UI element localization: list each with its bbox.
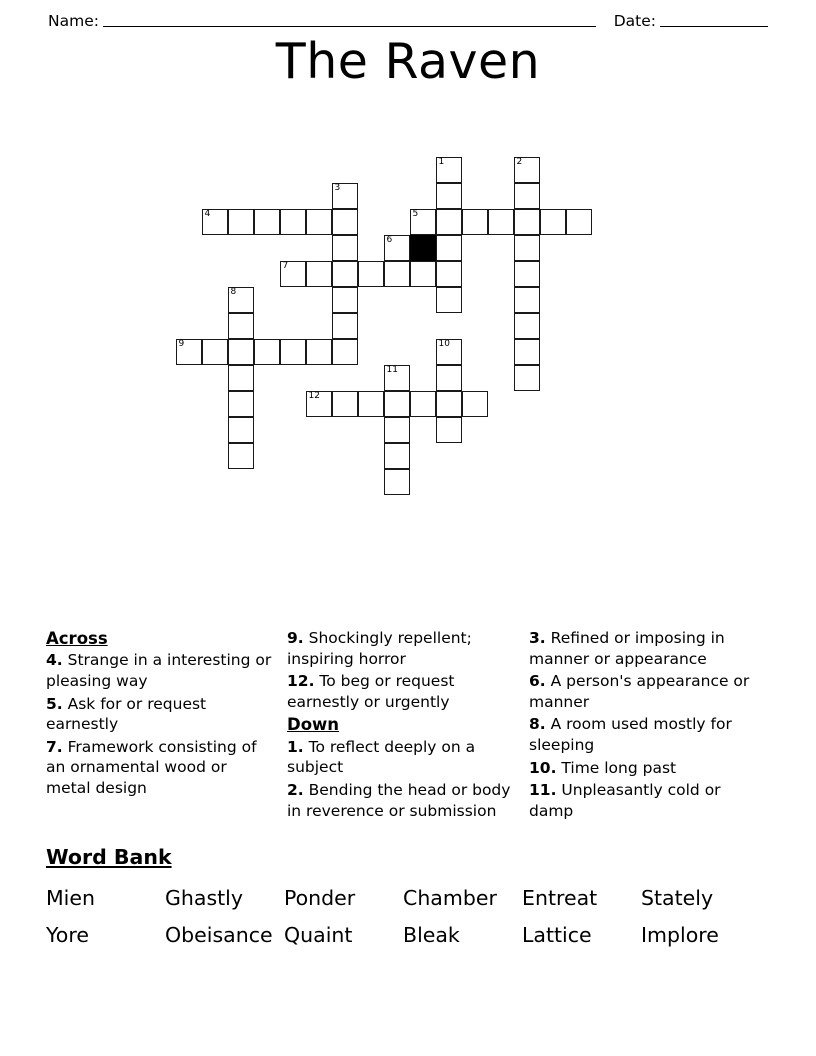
clue-text: Unpleasantly cold or damp [529, 781, 721, 820]
grid-cell[interactable] [514, 287, 540, 313]
grid-cell[interactable] [436, 261, 462, 287]
clue-across-5 [46, 694, 273, 735]
grid-cell[interactable] [332, 235, 358, 261]
clue-number: 5. [46, 694, 63, 713]
clue-number: 8. [529, 715, 546, 734]
clue-text: A person's appearance or manner [529, 672, 750, 711]
clue-number: 6. [529, 672, 546, 691]
grid-cell[interactable] [332, 287, 358, 313]
grid-cell[interactable] [436, 287, 462, 313]
clue-number: 7. [46, 737, 63, 756]
name-label: Name: [48, 12, 99, 30]
clue-number: 4. [46, 651, 63, 670]
grid-cell[interactable] [514, 209, 540, 235]
grid-cell[interactable] [228, 443, 254, 469]
grid-cell[interactable] [202, 339, 228, 365]
grid-cell[interactable] [410, 391, 436, 417]
grid-cell[interactable] [384, 417, 410, 443]
grid-cell-number: 6 [386, 235, 393, 245]
word-bank-word[interactable]: Obeisance [165, 922, 273, 947]
grid-cell[interactable] [228, 391, 254, 417]
clue-down-11 [529, 780, 756, 821]
grid-cell[interactable] [384, 365, 410, 391]
grid-cell[interactable] [280, 209, 306, 235]
grid-cell[interactable] [332, 391, 358, 417]
word-bank-word[interactable]: Entreat [522, 886, 598, 910]
clue-text: Framework consisting of an ornamental wood or metal design [46, 737, 257, 798]
clue-text: Refined or imposing in manner or appearance [529, 629, 725, 668]
word-bank-word[interactable]: Chamber [403, 886, 497, 910]
grid-cell[interactable] [514, 157, 540, 183]
grid-cell-number: 10 [438, 339, 450, 349]
clue-text: To beg or request earnestly or urgently [287, 672, 455, 711]
grid-cell[interactable] [514, 235, 540, 261]
word-bank-word[interactable]: Ponder [284, 886, 356, 910]
clue-down-10 [529, 758, 756, 779]
grid-cell[interactable] [228, 339, 254, 365]
grid-cell[interactable] [332, 261, 358, 287]
clue-number: 9. [287, 629, 304, 647]
grid-cell-number: 1 [438, 157, 445, 167]
grid-cell[interactable] [514, 365, 540, 391]
clue-number: 3. [529, 629, 546, 647]
grid-cell-number: 3 [334, 183, 341, 193]
grid-cell[interactable] [332, 313, 358, 339]
word-bank-word[interactable]: Stately [641, 886, 714, 910]
grid-cell[interactable] [176, 339, 202, 365]
word-bank-heading: Word Bank [46, 845, 172, 869]
grid-cell[interactable] [332, 339, 358, 365]
grid-cell[interactable] [228, 313, 254, 339]
grid-cell-number: 9 [178, 339, 185, 349]
grid-cell[interactable] [462, 391, 488, 417]
grid-cell-blocked [410, 235, 436, 261]
down-heading: Down [287, 715, 340, 735]
clues-column-3 [529, 628, 770, 823]
word-bank-word[interactable]: Mien [46, 886, 95, 910]
grid-cell[interactable] [410, 261, 436, 287]
grid-cell[interactable] [332, 183, 358, 209]
grid-cell[interactable] [436, 365, 462, 391]
word-bank-word[interactable]: Lattice [522, 922, 592, 947]
across-heading: Across [46, 629, 108, 648]
clue-across-9 [287, 628, 515, 669]
grid-cell[interactable] [254, 209, 280, 235]
word-bank [46, 880, 770, 954]
grid-cell[interactable] [436, 235, 462, 261]
grid-cell[interactable] [384, 261, 410, 287]
clue-text: Strange in a interesting or pleasing way [46, 651, 272, 691]
grid-cell[interactable] [202, 209, 228, 235]
clues-section [46, 628, 770, 823]
grid-cell[interactable] [514, 339, 540, 365]
grid-cell[interactable] [540, 209, 566, 235]
clue-text: A room used mostly for sleeping [529, 715, 732, 755]
grid-cell[interactable] [488, 209, 514, 235]
grid-cell[interactable] [332, 209, 358, 235]
grid-cell-number: 12 [308, 391, 320, 401]
clue-number: 1. [287, 737, 304, 756]
clues-column-1 [46, 628, 287, 801]
grid-cell[interactable] [384, 469, 410, 495]
grid-cell-number: 7 [282, 261, 289, 271]
grid-cell[interactable] [436, 391, 462, 417]
clues-column-2 [287, 628, 529, 823]
grid-cell[interactable] [462, 209, 488, 235]
page-title: The Raven [275, 33, 541, 90]
clue-text: Bending the head or body in reverence or submission [287, 781, 511, 820]
clue-text: To reflect deeply on a subject [287, 737, 476, 777]
grid-cell[interactable] [514, 183, 540, 209]
word-bank-word[interactable]: Implore [641, 922, 719, 947]
grid-cell[interactable] [410, 209, 436, 235]
clue-down-6 [529, 671, 756, 712]
clue-across-4 [46, 650, 273, 691]
grid-cell[interactable] [306, 391, 332, 417]
grid-cell-number: 2 [516, 157, 523, 167]
grid-cell[interactable] [436, 339, 462, 365]
grid-cell[interactable] [514, 313, 540, 339]
clue-text: Ask for or request earnestly [46, 694, 207, 734]
grid-cell[interactable] [436, 183, 462, 209]
grid-cell[interactable] [228, 287, 254, 313]
grid-cell[interactable] [358, 261, 384, 287]
grid-cell[interactable] [306, 261, 332, 287]
clue-number: 10. [529, 758, 557, 777]
clue-down-2 [287, 780, 515, 821]
clue-text: Shockingly repellent; inspiring horror [287, 629, 472, 668]
grid-cell[interactable] [436, 417, 462, 443]
grid-cell-number: 5 [412, 209, 419, 219]
grid-cell[interactable] [358, 391, 384, 417]
word-bank-word[interactable]: Bleak [403, 922, 460, 947]
date-label: Date: [613, 12, 656, 30]
grid-cell[interactable] [566, 209, 592, 235]
clue-number: 2. [287, 781, 304, 800]
clue-down-3 [529, 628, 756, 669]
grid-cell[interactable] [436, 157, 462, 183]
word-bank-row [46, 880, 770, 917]
grid-cell[interactable] [228, 417, 254, 443]
grid-cell-number: 8 [230, 287, 237, 297]
clue-number: 12. [287, 672, 315, 691]
grid-cell[interactable] [280, 339, 306, 365]
grid-cell[interactable] [306, 209, 332, 235]
clue-down-8 [529, 714, 756, 755]
grid-cell[interactable] [228, 365, 254, 391]
grid-cell[interactable] [306, 339, 332, 365]
grid-cell[interactable] [514, 261, 540, 287]
word-bank-word[interactable]: Ghastly [165, 886, 243, 910]
word-bank-word[interactable]: Yore [46, 922, 89, 947]
grid-cell-number: 11 [386, 365, 398, 375]
grid-cell[interactable] [436, 209, 462, 235]
grid-cell[interactable] [228, 209, 254, 235]
grid-cell[interactable] [384, 235, 410, 261]
grid-cell-number: 4 [204, 209, 211, 219]
clue-text: Time long past [556, 758, 677, 777]
clue-down-1 [287, 737, 515, 778]
word-bank-word[interactable]: Quaint [284, 922, 353, 947]
clue-across-12 [287, 671, 515, 712]
clue-number: 11. [529, 781, 557, 800]
clue-across-7 [46, 737, 273, 799]
grid-cell[interactable] [384, 443, 410, 469]
grid-cell[interactable] [280, 261, 306, 287]
word-bank-row [46, 917, 770, 954]
grid-cell[interactable] [254, 339, 280, 365]
grid-cell[interactable] [384, 391, 410, 417]
